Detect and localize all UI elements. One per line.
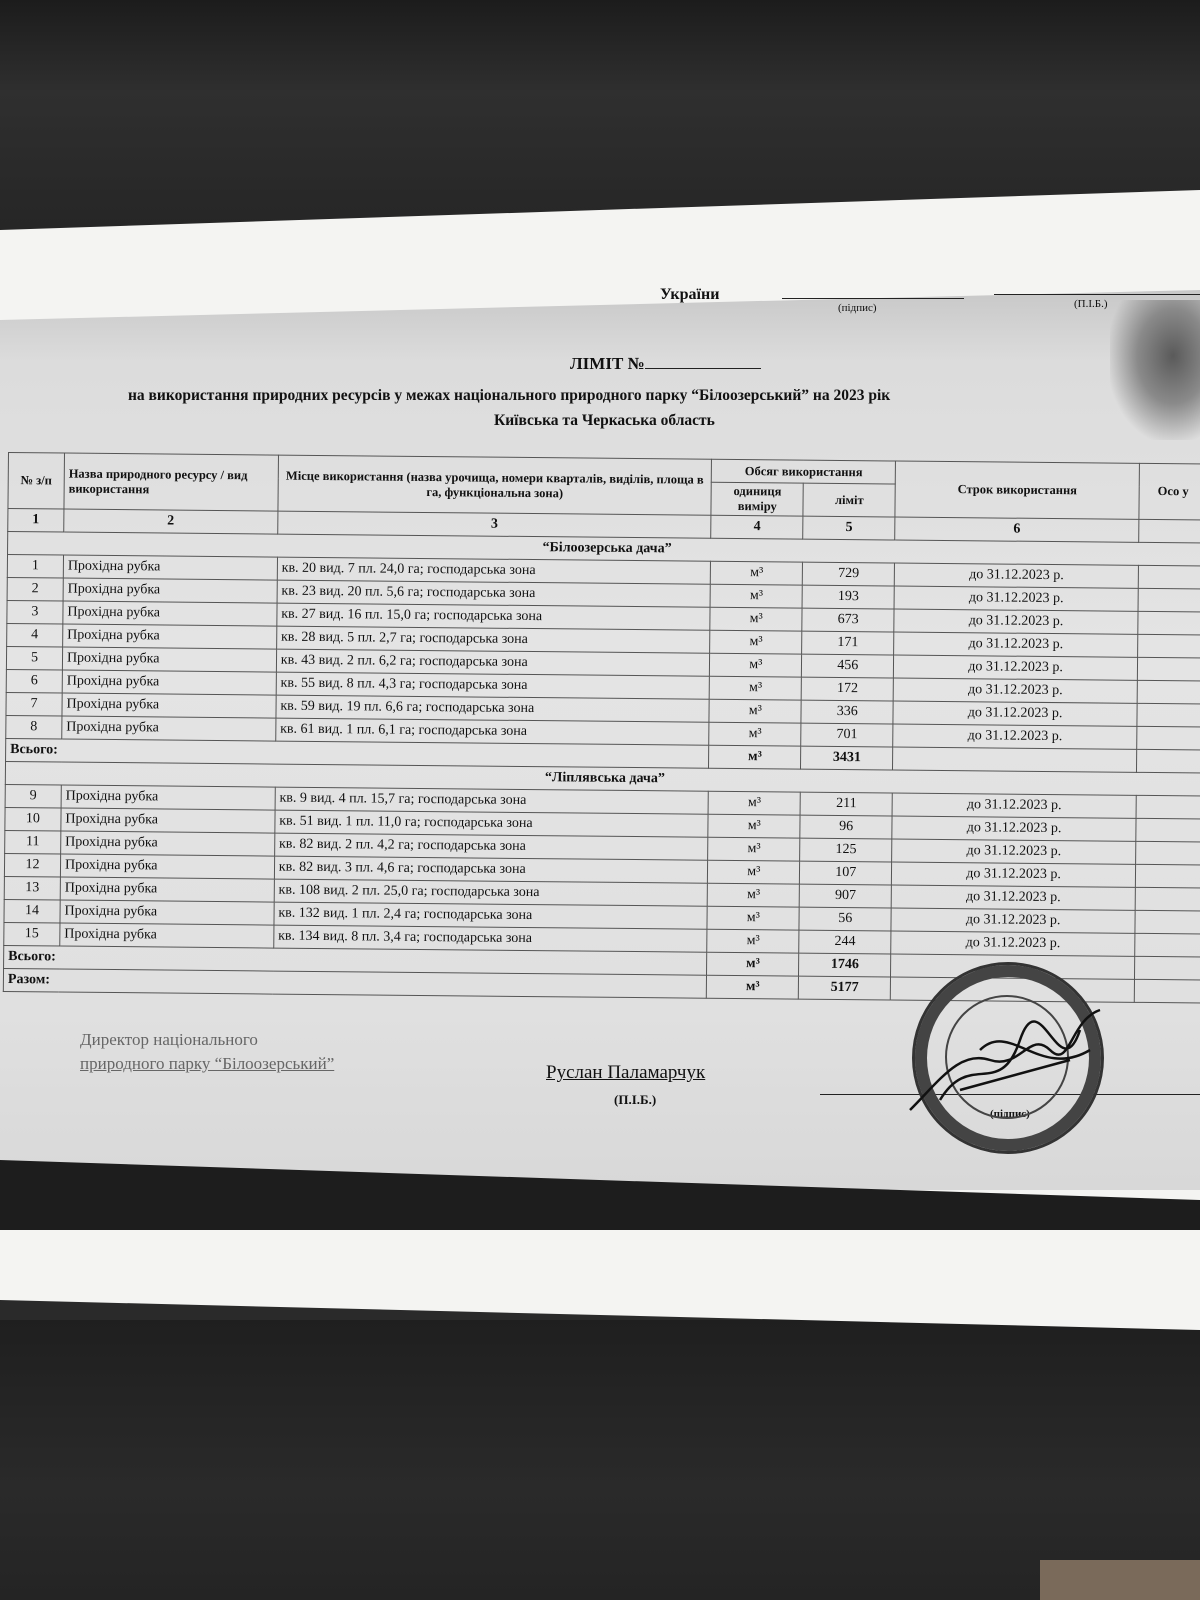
usage-place: кв. 82 вид. 3 пл. 4,6 га; господарська зона [274, 856, 708, 883]
usage-place: кв. 43 вид. 2 пл. 6,2 га; господарська зона [276, 649, 710, 676]
row-number: 11 [5, 830, 61, 854]
usage-place: кв. 59 вид. 19 пл. 6,6 га; господарська зона [276, 695, 710, 722]
col-number: 5 [803, 516, 895, 540]
limit-value: 172 [801, 677, 893, 701]
extra-cell [1137, 726, 1200, 750]
footer-signature-caption: (підпис) [990, 1108, 1030, 1120]
unit-of-measure: м³ [710, 630, 802, 654]
resource-name: Прохідна рубка [63, 624, 277, 649]
limit-title [570, 354, 761, 374]
resource-name: Прохідна рубка [60, 900, 274, 925]
extra-cell [1138, 634, 1200, 658]
limit-value: 56 [799, 907, 891, 931]
row-number: 14 [4, 899, 60, 923]
header-resource: Назва природного ресурсу / вид використання [64, 453, 278, 511]
unit-of-measure: м³ [708, 860, 800, 884]
total-value: 3431 [801, 746, 893, 770]
unit-of-measure: м³ [710, 653, 802, 677]
usage-place: кв. 61 вид. 1 пл. 6,1 га; господарська зона [276, 718, 710, 745]
light-glare [1110, 300, 1200, 440]
resource-name: Прохідна рубка [61, 831, 275, 856]
resource-name: Прохідна рубка [62, 716, 276, 741]
usage-term: до 31.12.2023 р. [893, 724, 1137, 749]
extra-cell [1135, 910, 1200, 934]
grand-total-value: 5177 [799, 976, 891, 1000]
total-unit: м³ [709, 745, 801, 769]
grand-total-label: Разом: [3, 968, 707, 998]
usage-term: до 31.12.2023 р. [891, 885, 1135, 910]
usage-term: до 31.12.2023 р. [894, 632, 1138, 657]
header-extra: Осо у [1139, 463, 1200, 520]
unit-of-measure: м³ [708, 791, 800, 815]
usage-term: до 31.12.2023 р. [894, 586, 1138, 611]
resource-name: Прохідна рубка [60, 877, 274, 902]
unit-of-measure: м³ [710, 676, 802, 700]
signer-name: Руслан Паламарчук [546, 1062, 706, 1083]
resource-name: Прохідна рубка [63, 578, 277, 603]
usage-place: кв. 9 вид. 4 пл. 15,7 га; господарська зона [275, 787, 709, 814]
section-title: “Білоозерська дача” [8, 532, 1200, 567]
usage-term: до 31.12.2023 р. [894, 563, 1138, 588]
unit-of-measure: м³ [707, 906, 799, 930]
unit-of-measure: м³ [710, 584, 802, 608]
row-number: 13 [4, 876, 60, 900]
extra-cell [1136, 795, 1200, 819]
header-num: № з/п [8, 453, 64, 510]
limit-value: 171 [802, 631, 894, 655]
unit-of-measure: м³ [711, 561, 803, 585]
extra-cell [1138, 565, 1200, 589]
usage-place: кв. 23 вид. 20 пл. 5,6 га; господарська зона [277, 580, 711, 607]
position-line-1: Директор національного [80, 1030, 258, 1049]
unit-of-measure: м³ [709, 722, 801, 746]
row-number: 1 [7, 555, 63, 579]
resource-name: Прохідна рубка [61, 785, 275, 810]
limit-value: 673 [802, 608, 894, 632]
unit-of-measure: м³ [708, 814, 800, 838]
row-number: 5 [6, 646, 62, 670]
document-subtitle: на використання природних ресурсів у межах національного природного парку “Білоозерський” на 2023 рік [128, 387, 891, 404]
header-volume: Обсяг використання [712, 459, 896, 484]
resource-name: Прохідна рубка [62, 693, 276, 718]
extra-cell [1135, 887, 1200, 911]
extra-cell [1138, 611, 1200, 635]
usage-term: до 31.12.2023 р. [892, 816, 1136, 841]
total-label: Всього: [6, 738, 710, 768]
row-number: 8 [6, 715, 62, 739]
name-line [994, 294, 1200, 295]
unit-of-measure: м³ [707, 929, 799, 953]
limit-table [3, 452, 1200, 1003]
usage-place: кв. 82 вид. 2 пл. 4,2 га; господарська зона [274, 833, 708, 860]
row-number: 9 [5, 784, 61, 808]
resource-name: Прохідна рубка [63, 555, 277, 580]
limit-value: 336 [801, 700, 893, 724]
extra-cell [1138, 588, 1200, 612]
signature-line [782, 298, 964, 299]
header-unit: одиниця виміру [711, 482, 803, 516]
row-number: 6 [6, 669, 62, 693]
usage-term: до 31.12.2023 р. [893, 701, 1137, 726]
usage-term: до 31.12.2023 р. [894, 609, 1138, 634]
desk-corner [1040, 1560, 1200, 1600]
col-number: 6 [895, 517, 1139, 542]
limit-value: 125 [800, 838, 892, 862]
row-number: 4 [7, 623, 63, 647]
resource-name: Прохідна рубка [62, 647, 276, 672]
usage-place: кв. 27 вид. 16 пл. 15,0 га; господарська зона [277, 603, 711, 630]
signature-caption: (підпис) [838, 302, 877, 314]
usage-place: кв. 55 вид. 8 пл. 4,3 га; господарська зона [276, 672, 710, 699]
col-number: 1 [8, 509, 64, 533]
extra-cell [1136, 818, 1200, 842]
col-number: 3 [278, 511, 712, 538]
extra-cell [1136, 841, 1200, 865]
row-number: 2 [7, 577, 63, 601]
resource-name: Прохідна рубка [62, 670, 276, 695]
usage-term: до 31.12.2023 р. [891, 908, 1135, 933]
row-number: 7 [6, 692, 62, 716]
section-title: “Ліплявська дача” [5, 761, 1200, 796]
row-number: 15 [4, 922, 60, 946]
limit-value: 107 [800, 861, 892, 885]
unit-of-measure: м³ [708, 883, 800, 907]
col-number: 4 [711, 515, 803, 539]
usage-term: до 31.12.2023 р. [893, 678, 1137, 703]
resource-name: Прохідна рубка [63, 601, 277, 626]
name-caption: (П.І.Б.) [1074, 298, 1108, 310]
usage-term: до 31.12.2023 р. [892, 793, 1136, 818]
row-number: 3 [7, 600, 63, 624]
usage-place: кв. 132 вид. 1 пл. 2,4 га; господарська зона [274, 902, 708, 929]
resource-name: Прохідна рубка [60, 854, 274, 879]
extra-cell [1135, 864, 1200, 888]
desk-background-bottom [0, 1320, 1200, 1600]
resource-name: Прохідна рубка [60, 923, 274, 948]
usage-place: кв. 51 вид. 1 пл. 11,0 га; господарська зона [275, 810, 709, 837]
usage-place: кв. 28 вид. 5 пл. 2,7 га; господарська зона [276, 626, 710, 653]
limit-value: 96 [800, 815, 892, 839]
signature-scribble [900, 990, 1120, 1140]
limit-value: 193 [802, 585, 894, 609]
usage-term: до 31.12.2023 р. [892, 839, 1136, 864]
limit-value: 701 [801, 723, 893, 747]
org-fragment: України [660, 286, 720, 303]
usage-place: кв. 108 вид. 2 пл. 25,0 га; господарська зона [274, 879, 708, 906]
header-place: Місце використання (назва урочища, номери кварталів, виділів, площа в га, функціональна зона) [278, 455, 712, 515]
usage-place: кв. 20 вид. 7 пл. 24,0 га; господарська зона [277, 557, 711, 584]
extra-cell [1137, 703, 1200, 727]
region-line: Київська та Черкаська область [494, 412, 715, 429]
usage-term: до 31.12.2023 р. [892, 862, 1136, 887]
limit-value: 244 [799, 930, 891, 954]
grand-total-unit: м³ [707, 975, 799, 999]
header-term: Строк використання [895, 461, 1139, 519]
limit-value: 211 [800, 792, 892, 816]
usage-term: до 31.12.2023 р. [891, 931, 1135, 956]
unit-of-measure: м³ [709, 699, 801, 723]
extra-cell [1135, 933, 1200, 957]
extra-cell [1137, 680, 1200, 704]
total-label: Всього: [4, 945, 708, 975]
desk-background-top [0, 0, 1200, 230]
limit-label: ЛІМІТ № [570, 354, 645, 373]
total-value: 1746 [799, 953, 891, 977]
total-unit: м³ [707, 952, 799, 976]
position-line-2: природного парку “Білоозерський” [80, 1054, 335, 1073]
unit-of-measure: м³ [710, 607, 802, 631]
limit-number-blank [645, 368, 761, 369]
limit-value: 729 [803, 562, 895, 586]
usage-term: до 31.12.2023 р. [894, 655, 1138, 680]
header-limit: ліміт [803, 483, 895, 517]
resource-name: Прохідна рубка [61, 808, 275, 833]
extra-cell [1137, 657, 1200, 681]
limit-value: 907 [799, 884, 891, 908]
section-body [4, 784, 1200, 957]
section-body [6, 555, 1200, 751]
limit-value: 456 [802, 654, 894, 678]
row-number: 10 [5, 807, 61, 831]
unit-of-measure: м³ [708, 837, 800, 861]
row-number: 12 [4, 853, 60, 877]
signer-name-caption: (П.І.Б.) [614, 1092, 657, 1107]
col-number: 2 [64, 509, 278, 534]
usage-place: кв. 134 вид. 8 пл. 3,4 га; господарська зона [274, 925, 708, 952]
